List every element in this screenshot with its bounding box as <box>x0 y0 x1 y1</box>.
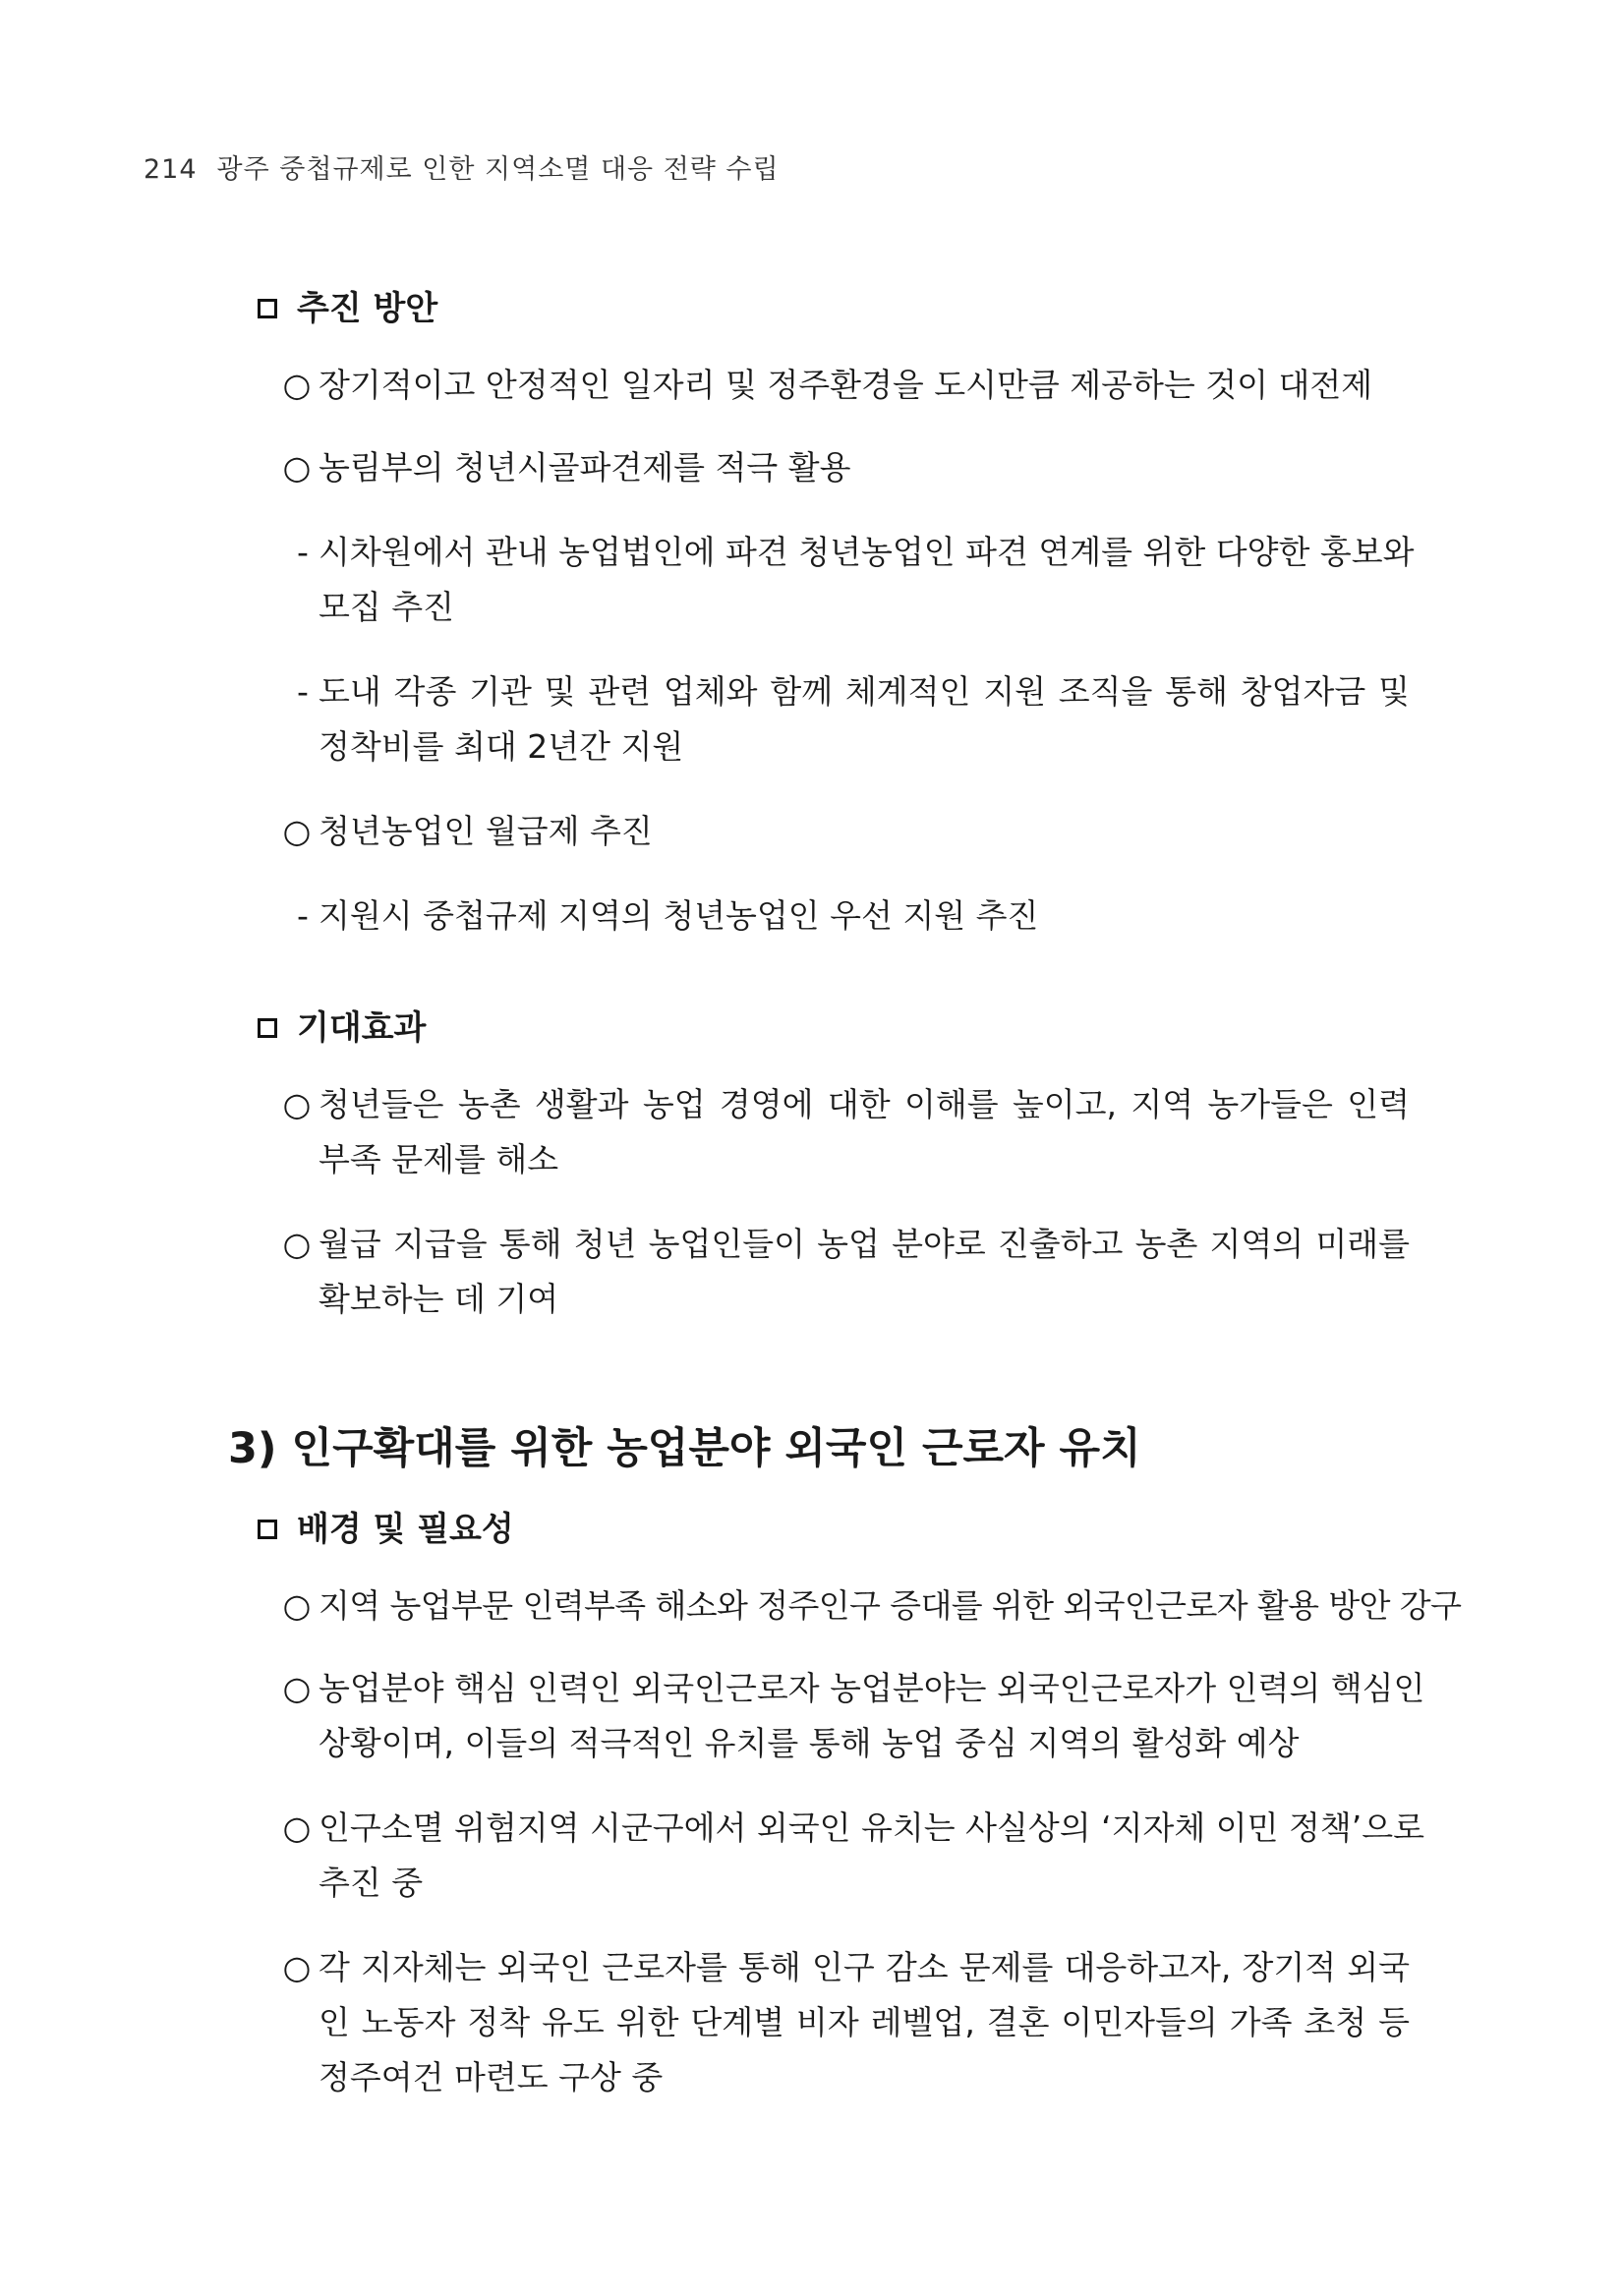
circle-bullet-icon: ○ <box>282 812 312 850</box>
running-title: 광주 중첩규제로 인한 지역소멸 대응 전략 수립 <box>216 154 780 185</box>
bullet-item: ○ 월급 지급을 통해 청년 농업인들이 농업 분야로 진출하고 농촌 지역의 미래를 확보하는 데 기여 <box>279 1217 1410 1327</box>
bullet-item: ○ 농림부의 청년시골파견제를 적극 활용 <box>279 440 1410 495</box>
dash-item: - 도내 각종 기관 및 관련 업체와 함께 체계적인 지원 조직을 통해 창업자금 및 정착비를 최대 2년간 지원 <box>279 664 1410 775</box>
bullet-item: ○ 지역 농업부문 인력부족 해소와 정주인구 증대를 위한 외국인근로자 활용 방안 강구 <box>279 1578 1410 1634</box>
dash-marker: - <box>297 896 309 935</box>
dash-item: - 시차원에서 관내 농업법인에 파견 청년농업인 파견 연계를 위한 다양한 홍보와 모집 추진 <box>279 525 1410 635</box>
dash-marker: - <box>297 672 309 711</box>
section-heading-effects <box>258 1001 426 1049</box>
bullet-item: ○ 각 지자체는 외국인 근로자를 통해 인구 감소 문제를 대응하고자, 장기적 외국 인 노동자 정착 유도 위한 단계별 비자 레벨업, 결혼 이민자들의 가족 초청 등 정주여건 마련도 구상 중 <box>279 1940 1410 2105</box>
circle-bullet-icon: ○ <box>282 1808 312 1847</box>
checkbox-square-icon <box>258 1520 277 1539</box>
checkbox-square-icon <box>258 1018 277 1038</box>
bullet-item: ○ 농업분야 핵심 인력인 외국인근로자 농업분야는 외국인근로자가 인력의 핵심인 상황이며, 이들의 적극적인 유치를 통해 농업 중심 지역의 활성화 예상 <box>279 1661 1410 1771</box>
section-title: 배경 및 필요성 <box>297 1510 514 1549</box>
subsection-heading: 3) 인구확대를 위한 농업분야 외국인 근로자 유치 <box>228 1424 1141 1473</box>
circle-bullet-icon: ○ <box>282 448 312 487</box>
dash-item: - 지원시 중첩규제 지역의 청년농업인 우선 지원 추진 <box>279 889 1410 944</box>
bullet-item: ○ 장기적이고 안정적인 일자리 및 정주환경을 도시만큼 제공하는 것이 대전제 <box>279 358 1410 413</box>
bullet-item: ○ 청년들은 농촌 생활과 농업 경영에 대한 이해를 높이고, 지역 농가들은 인력 부족 문제를 해소 <box>279 1077 1410 1187</box>
checkbox-square-icon <box>258 299 277 318</box>
section-title: 추진 방안 <box>297 289 438 328</box>
section-heading-background <box>258 1502 514 1550</box>
circle-bullet-icon: ○ <box>282 1669 312 1707</box>
bullet-item: ○ 청년농업인 월급제 추진 <box>279 804 1410 859</box>
circle-bullet-icon: ○ <box>282 1586 312 1625</box>
bullet-item: ○ 인구소멸 위험지역 시군구에서 외국인 유치는 사실상의 ‘지자체 이민 정책’으로 추진 중 <box>279 1801 1410 1911</box>
section-heading-plan <box>258 281 437 329</box>
page-number: 214 <box>144 154 198 185</box>
dash-marker: - <box>297 533 309 571</box>
circle-bullet-icon: ○ <box>282 1225 312 1263</box>
circle-bullet-icon: ○ <box>282 1085 312 1123</box>
circle-bullet-icon: ○ <box>282 1948 312 1986</box>
section-title: 기대효과 <box>297 1008 427 1048</box>
circle-bullet-icon: ○ <box>282 366 312 404</box>
running-header <box>144 147 780 186</box>
